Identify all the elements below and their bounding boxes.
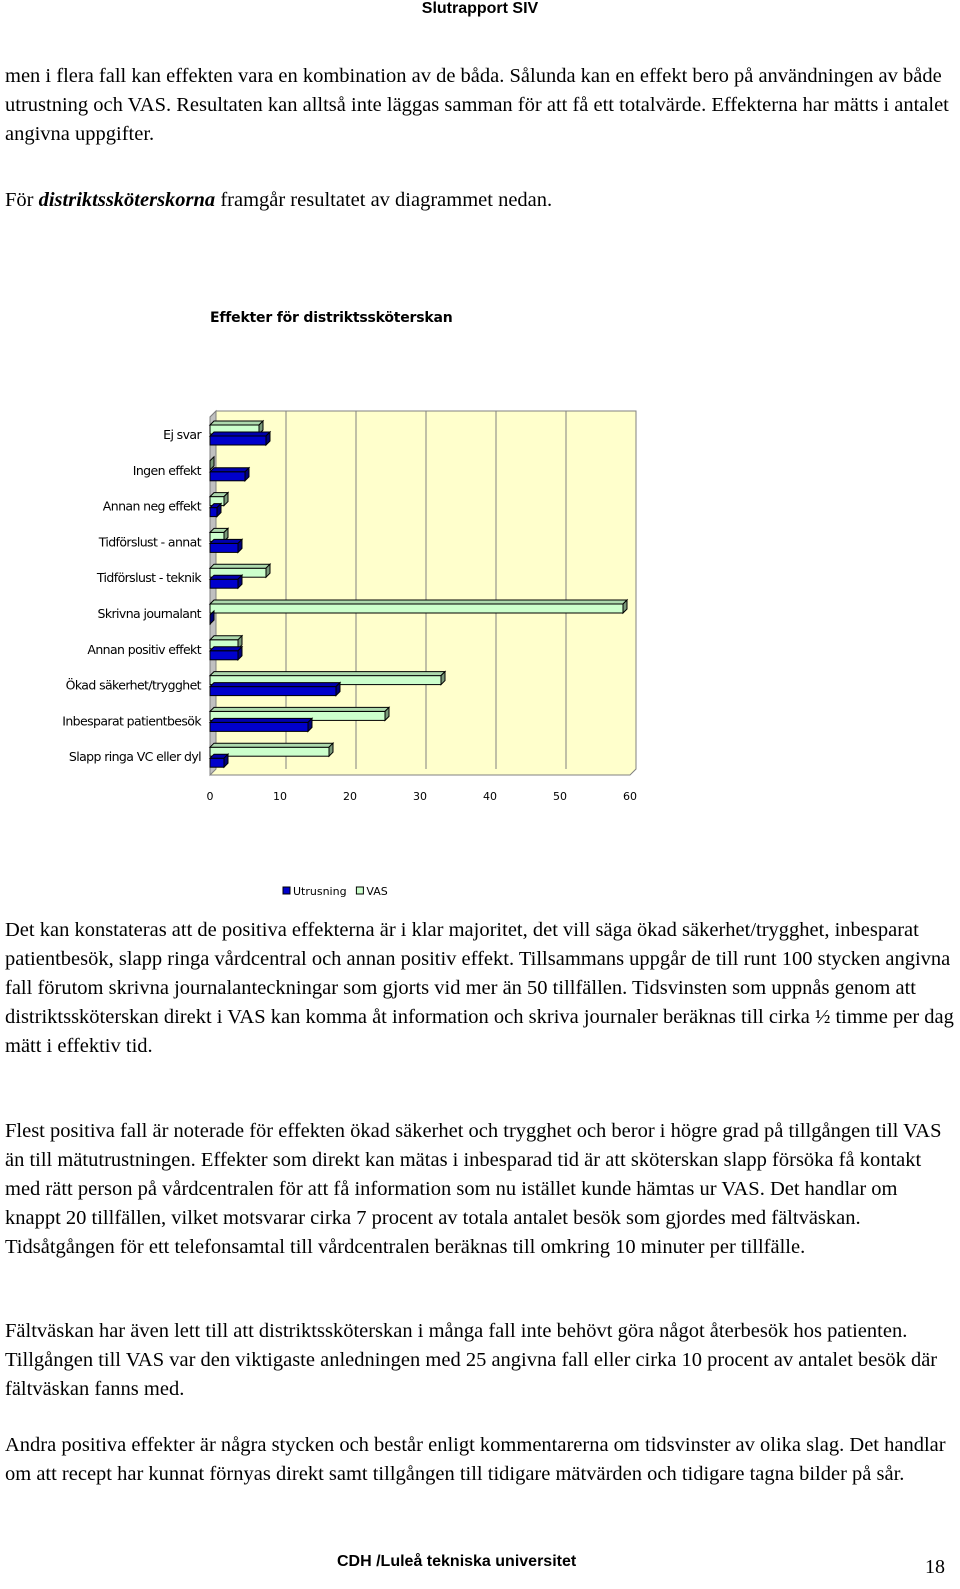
chart-title: Effekter för distriktssköterskan [210,310,453,326]
category-label: Ökad säkerhet/trygghet [65,677,201,693]
bar-utrusning [210,754,228,767]
category-label: Inbesparat patientbesök [62,713,201,729]
footer-text: CDH /Luleå tekniska universitet [337,1553,577,1570]
legend-label: VAS [366,885,388,898]
bar-vas [210,600,627,613]
category-label: Tidförslust - teknik [96,570,201,586]
bar-utrusning [210,468,249,481]
bar-utrusning [210,504,221,517]
bar-utrusning [210,432,270,445]
category-label: Tidförslust - annat [98,534,201,550]
category-label: Slapp ringa VC eller dyl [68,749,201,765]
chart-intro-emphasis: distriktssköterskorna [38,189,216,211]
x-tick-label: 60 [623,790,637,803]
category-label: Ej svar [163,427,201,442]
chart-intro-text-before: För [5,189,39,211]
paragraph-positive-effects: Det kan konstateras att de positiva effekterna är i klar majoritet, det vill säga ökad säkerhet/trygghet, inbesparat patientbesök, slapp ringa vårdcentral och annan positiv effekt. Tillsammans uppgår de till runt 100 stycken angivna fall förutom skrivna journalanteckningar som gjorts vid mer än 50 tillfällen. Tidsvinsten som uppnås genom att distriktssköterskan direkt i VAS kan komma åt information och skriva journaler beräknas till cirka ½ timme per dag mätt i effektiv tid. [5,919,954,1057]
running-header: Slutrapport SIV [421,0,539,17]
bar-utrusning [210,718,312,731]
category-label: Annan positiv effekt [87,641,201,657]
x-tick-label: 30 [413,790,427,803]
x-tick-label: 10 [273,790,287,803]
legend-swatch [283,887,290,894]
x-tick-label: 20 [343,790,357,803]
legend-swatch [356,887,363,894]
chart-intro-text-after: framgår resultatet av diagrammet nedan. [215,189,553,211]
legend-label: Utrusning [293,885,347,898]
paragraph-other-effects: Andra positiva effekter är några stycken och består enligt kommentarerna om tidsvinster av olika slag. Det handlar om att recept har kunnat förnyas direkt samt tillgången till tidigare mätvärden och tidigare tagna bilder på sår. [5,1434,946,1485]
bar-utrusning [210,575,242,588]
page-number: 18 [925,1556,945,1578]
intro-paragraph: men i flera fall kan effekten vara en kombination av de båda. Sålunda kan en effekt bero på användningen av både utrustning och VAS. Resultaten kan alltså inte läggas samman för att få ett totalvärde. Effekterna har mätts i antalet angivna uppgifter. [5,65,949,145]
x-tick-label: 40 [483,790,497,803]
x-tick-label: 50 [553,790,567,803]
category-label: Ingen effekt [132,462,201,478]
x-tick-label: 0 [206,790,214,803]
category-label: Annan neg effekt [102,498,201,514]
paragraph-revisits: Fältväskan har även lett till att distriktssköterskan i många fall inte behövt göra något återbesök hos patienten. Tillgången till VAS var den viktigaste anledningen med 25 angivna fall eller cirka 10 procent av antalet besök där fältväskan fanns med. [5,1320,938,1400]
category-label: Skrivna journalant [97,606,201,621]
bar-utrusning [210,683,340,696]
bar-utrusning [210,647,242,660]
bar-utrusning [210,539,242,552]
paragraph-safety: Flest positiva fall är noterade för effekten ökad säkerhet och trygghet och beror i högre grad på tillgången till VAS än till mätutrustningen. Effekter som direkt kan mätas i inbesparad tid är att sköterskan slapp försöka få kontakt med rätt person på vårdcentralen för att få information som nu istället kunde hämtas ur VAS. Det handlar om knappt 20 tillfällen, vilket motsvarar cirka 7 procent av totala antalet besök som gjordes med fältväskan. Tidsåtgången för ett telefonsamtal till vårdcentralen beräknas till omkring 10 minuter per tillfälle. [5,1120,942,1258]
